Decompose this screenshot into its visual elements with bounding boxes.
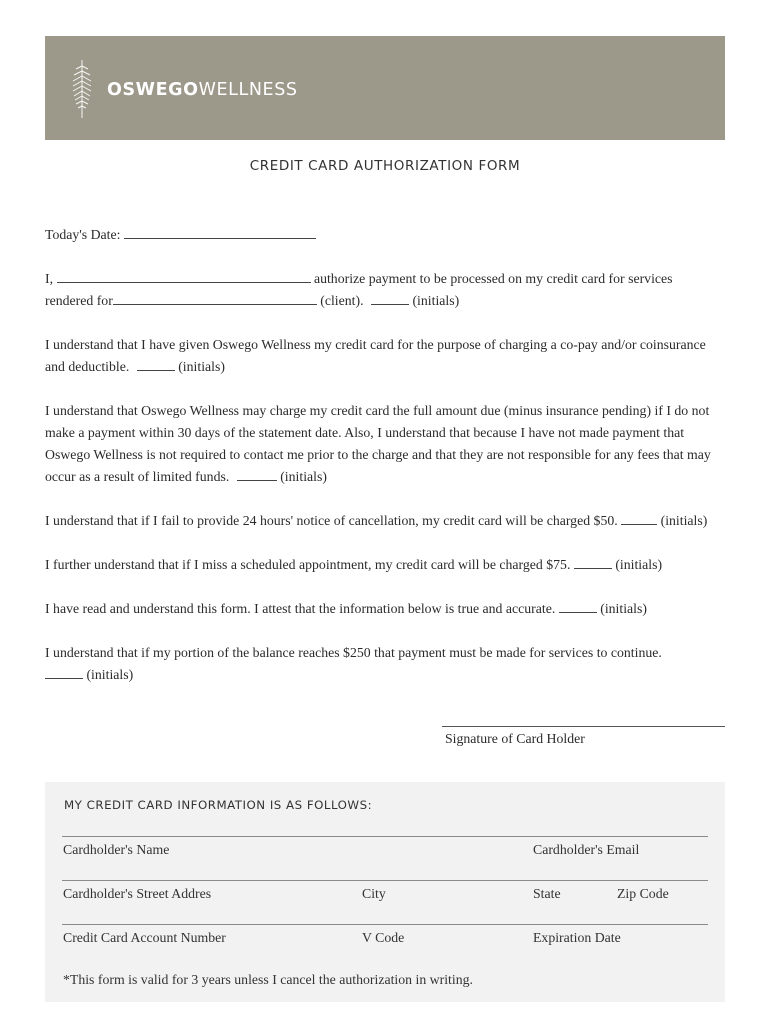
initials-label: (initials) (280, 469, 327, 484)
initials-label: (initials) (615, 557, 663, 572)
missed-appointment-paragraph (45, 554, 725, 576)
initials-field[interactable] (574, 555, 612, 569)
expiration-date-label: Expiration Date (533, 930, 621, 945)
full-amount-paragraph (45, 400, 725, 488)
copay-paragraph (45, 334, 725, 378)
initials-label: (initials) (600, 601, 647, 616)
signature-line[interactable] (442, 726, 725, 727)
address-line[interactable] (62, 880, 708, 881)
cardholder-name-label: Cardholder's Name (63, 842, 170, 857)
balance-text: I understand that if my portion of the balance reaches $250 that payment must be made for services to continue. (45, 645, 662, 660)
date-line (45, 224, 725, 246)
initials-field[interactable] (621, 511, 657, 525)
initials-label: (initials) (412, 293, 460, 308)
read-attest-paragraph (45, 598, 725, 620)
initials-field[interactable] (137, 357, 175, 371)
brand-light: WELLNESS (198, 80, 298, 100)
name-email-line[interactable] (62, 836, 708, 837)
initials-field[interactable] (371, 291, 409, 305)
missed-text: I further understand that if I miss a scheduled appointment, my credit card will be charged $75. (45, 557, 571, 572)
initials-label: (initials) (660, 513, 708, 528)
initials-field[interactable] (45, 665, 83, 679)
card-info-section (45, 782, 725, 1002)
cancellation-paragraph (45, 510, 725, 532)
card-info-title: MY CREDIT CARD INFORMATION IS AS FOLLOWS: (64, 798, 373, 812)
form-title: CREDIT CARD AUTHORIZATION FORM (249, 158, 521, 174)
date-label: Today's Date: (45, 227, 121, 242)
header-banner (45, 36, 725, 140)
account-line[interactable] (62, 924, 708, 925)
cardholder-name-field[interactable] (57, 269, 311, 283)
validity-note: *This form is valid for 3 years unless I cancel the authorization in writing. (63, 972, 473, 987)
full-amount-text: I understand that Oswego Wellness may charge my credit card the full amount due (minus insurance pending) if I do not make a payment within 30 days of the statement date. Also, I understand that because I have not made payment that Oswego Wellness is not required to contact me prior to the charge and that they are not responsible for any fees that may occur as a result of limited funds. (45, 403, 711, 484)
initials-label: (initials) (86, 667, 134, 682)
cancellation-text: I understand that if I fail to provide 24 hours' notice of cancellation, my credit card will be charged $50. (45, 513, 618, 528)
rendered-for-label: rendered for (45, 293, 113, 308)
initials-label: (initials) (178, 359, 225, 374)
v-code-label: V Code (362, 930, 405, 945)
authorization-paragraph (45, 268, 725, 312)
copay-text: I understand that I have given Oswego Wellness my credit card for the purpose of charging a co-pay and/or coinsurance and deductible. (45, 337, 706, 374)
client-label: (client). (320, 293, 364, 308)
auth-text: authorize payment to be processed on my credit card for services (313, 271, 673, 286)
state-label: State (533, 886, 561, 901)
zip-code-label: Zip Code (617, 886, 669, 901)
read-text: I have read and understand this form. I attest that the information below is true and accurate. (45, 601, 556, 616)
brand-logo-text (107, 80, 298, 100)
auth-prefix: I, (45, 271, 54, 286)
initials-field[interactable] (559, 599, 597, 613)
cardholder-email-label: Cardholder's Email (533, 842, 640, 857)
fern-logo-icon (71, 58, 93, 120)
client-name-field[interactable] (113, 291, 317, 305)
account-number-label: Credit Card Account Number (63, 930, 226, 945)
initials-field[interactable] (237, 467, 277, 481)
balance-paragraph (45, 642, 725, 686)
signature-label: Signature of Card Holder (445, 731, 585, 746)
brand-bold: OSWEGO (107, 80, 199, 100)
date-field[interactable] (124, 225, 316, 239)
street-address-label: Cardholder's Street Addres (63, 886, 212, 901)
city-label: City (362, 886, 386, 901)
